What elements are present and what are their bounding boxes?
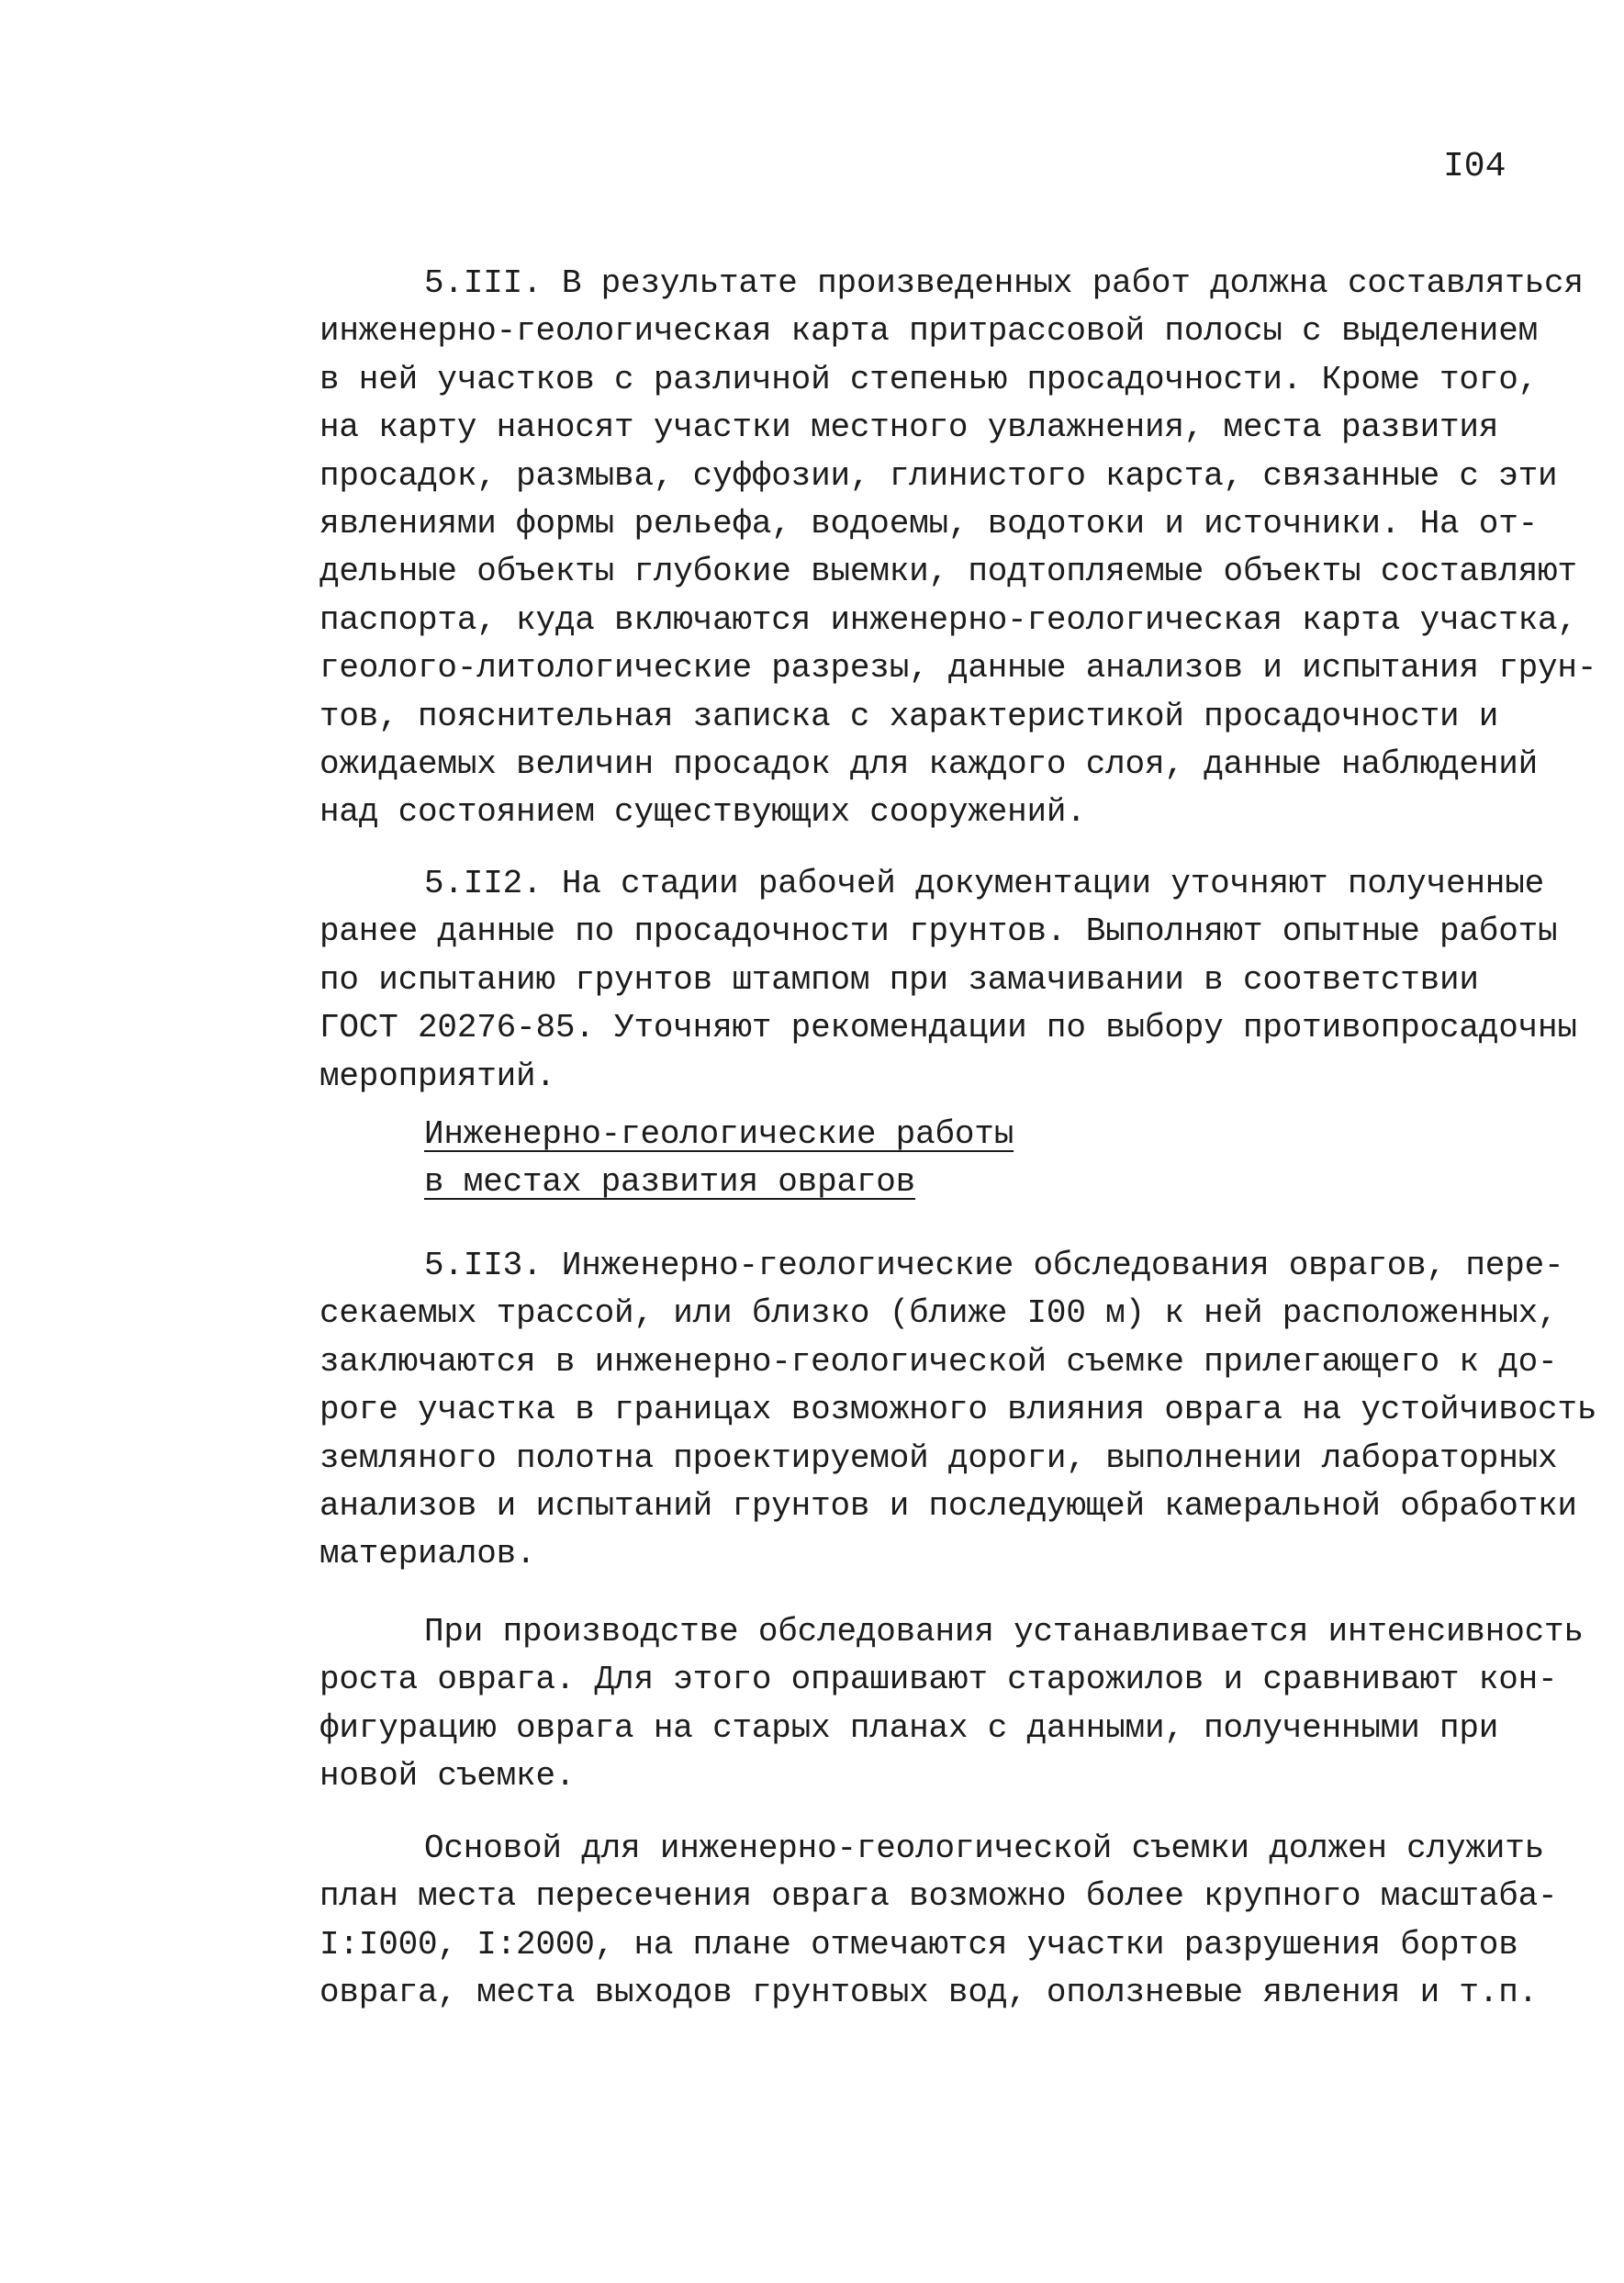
text-line: фигурацию оврага на старых планах с данными, полученными при [319,1708,1499,1747]
text-line: I:I000, I:2000, на плане отмечаются участки разрушения бортов [319,1925,1518,1964]
heading-line: Инженерно-геологические работы [424,1115,1014,1153]
text-line: тов, пояснительная записка с характеристикой просадочности и [319,697,1499,735]
text-line: материалов. [319,1535,536,1573]
heading-line: в местах развития оврагов [424,1163,916,1202]
page-number: I04 [1443,147,1506,186]
text-line: инженерно-геологическая карта притрассовой полосы с выделением [319,312,1539,351]
text-line: паспорта, куда включаются инженерно-геологическая карта участка, [319,600,1577,639]
text-line: явлениями формы рельефа, водоемы, водотоки и источники. На от- [319,504,1539,543]
text-line: мероприятий. [319,1057,555,1095]
paragraph-5-113 [319,1242,1623,1579]
paragraph-growth [319,1608,1623,1801]
text-line: При производстве обследования устанавливается интенсивность [424,1613,1584,1651]
text-line: роста оврага. Для этого опрашивают старожилов и сравнивают кон- [319,1661,1558,1699]
text-line: по испытанию грунтов штампом при замачивании в соответствии [319,960,1479,999]
text-line: план места пересечения оврага возможно более крупного масштаба- [319,1877,1558,1916]
text-line: анализов и испытаний грунтов и последующей камеральной обработки [319,1486,1577,1525]
text-line: роге участка в границах возможного влияния оврага на устойчивость [319,1391,1597,1429]
text-line: геолого-литологические разрезы, данные анализов и испытания грун- [319,649,1597,688]
text-line: ранее данные по просадочности грунтов. Выполняют опытные работы [319,912,1558,951]
text-line: секаемых трассой, или близко (ближе I00 м) к ней расположенных, [319,1294,1558,1333]
paragraph-basis [319,1825,1623,2018]
section-heading [424,1111,1014,1207]
text-line: заключаются в инженерно-геологической съемке прилегающего к до- [319,1342,1558,1381]
paragraph-5-111 [319,260,1623,837]
text-line: ожидаемых величин просадок для каждого слоя, данные наблюдений [319,744,1539,783]
text-line: Основой для инженерно-геологической съемки должен служить [424,1830,1545,1867]
text-line: в ней участков с различной степенью просадочности. Кроме того, [319,360,1539,398]
paragraph-5-112 [319,860,1623,1101]
text-line: 5.III. В результате произведенных работ должна составляться [424,264,1584,302]
text-line: земляного полотна проектируемой дороги, выполнении лабораторных [319,1438,1558,1477]
text-line: 5.II2. На стадии рабочей документации уточняют полученные [424,865,1545,902]
text-line: на карту наносят участки местного увлажнения, места развития [319,408,1499,447]
text-line: оврага, места выходов грунтовых вод, оползневые явления и т.п. [319,1974,1539,2012]
text-line: дельные объекты глубокие выемки, подтопляемые объекты составляют [319,553,1577,591]
text-line: просадок, размыва, суффозии, глинистого карста, связанные с эти [319,456,1558,495]
text-line: ГОСТ 20276-85. Уточняют рекомендации по выбору противопросадочны [319,1009,1577,1047]
text-line: над состоянием существующих сооружений. [319,793,1086,832]
text-line: 5.II3. Инженерно-геологические обследования оврагов, пере- [424,1247,1564,1284]
text-line: новой съемке. [319,1757,576,1796]
